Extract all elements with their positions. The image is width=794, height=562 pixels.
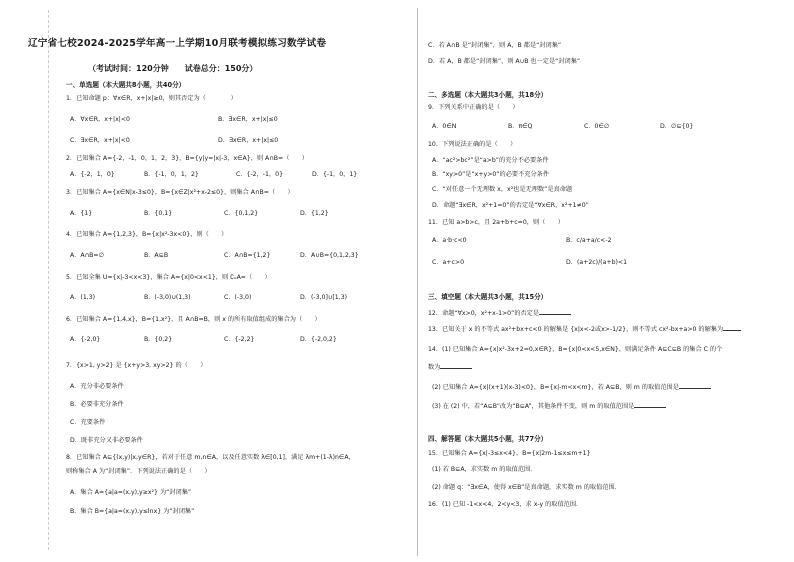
section-3-heading: 三、填空题（本大题共3小题，共15分）: [428, 293, 548, 301]
question-6: 6．已知集合 A={1,4,x}，B={1,x²}，且 A∩B=B，则 x 的所有取值组成的集合为（ ）: [66, 316, 321, 323]
question-15: 15．已知集合 A={x|-3≤x<4}，B={x|2m-1≤x≤m+1}: [428, 450, 591, 457]
column-divider: [417, 8, 418, 556]
question-5: 5．已知全集 U={x|-3<x<3}，集合 A={x|0<x<1}，则 ∁ᵤA=（ ）: [66, 274, 271, 281]
q6-option-b: B．{0,2}: [144, 336, 173, 343]
q14-2-text: (2) 已知集合 A={x|(x+1)(x-3)<0}，B={x|-m<x<m}，若 A⊆B，则 m 的取值范围是: [432, 384, 679, 391]
q5-option-d: D．(-3,0]∪[1,3): [300, 294, 348, 301]
question-9: 9．下列关系中正确的是（ ）: [428, 104, 519, 111]
q2-option-c: C．{-2，-1，0}: [236, 171, 284, 178]
q8-option-d: D．若 A，B 都是“封闭集”，则 A∪B 也一定是“封闭集”: [428, 58, 581, 65]
exam-title: 辽宁省七校2024-2025学年高一上学期10月联考模拟练习数学试卷: [28, 38, 327, 49]
question-14-line-3: [432, 382, 711, 392]
question-14-line-1: 14．(1) 已知集合 A={x|x²-3x+2=0,x∈R}，B={x|0<x<5,x∈N}，则满足条件 A⊆C⊆B 的集合 C 的个: [428, 346, 723, 353]
question-2: 2．已知集合 A={-2，-1，0，1，2，3}，B={y|y=|x|-3，x∈A}，则 A∩B=（ ）: [66, 155, 308, 162]
q10-option-d: D．命题“∃x∈R，x²+1=0”的否定是“∀x∈R，x²+1≠0”: [432, 202, 589, 209]
question-11: 11．已知 a>b>c，且 2a+b+c=0，则（ ）: [428, 219, 564, 226]
q3-option-d: D．{1,2}: [300, 210, 329, 217]
question-13: [428, 324, 741, 334]
question-1: 1．已知命题 p：∀x∈R，x+|x|≥0，则其否定为（ ）: [66, 95, 237, 102]
section-4-heading: 四、解答题（本大题共5小题，共77分）: [428, 435, 548, 443]
q5-option-a: A．(1,3): [70, 294, 96, 301]
q10-option-b: B．“xy>0”是“x+y>0”的必要不充分条件: [432, 171, 550, 178]
q1-option-a: A．∀x∈R，x+|x|<0: [70, 116, 130, 123]
question-15-part-2: (2) 命题 q：“∃x∈A，使得 x∈B”是真命题，求实数 m 的取值范围．: [432, 484, 621, 491]
question-16: 16．(1) 已知 -1<x<4，2<y<3，求 x-y 的取值范围．: [428, 501, 583, 508]
question-7: 7．{x>1, y>2} 是 {x+y>3, xy>2} 的（ ）: [66, 362, 207, 369]
q2-option-b: B．{-1，0，1，2}: [144, 171, 199, 178]
q14-2-answer-blank[interactable]: [679, 382, 711, 389]
q12-text: 12．命题“∀x>0，x²+x-1>0”的否定是: [428, 310, 540, 317]
q1-option-c: C．∃x∈R，x+|x|<0: [70, 137, 130, 144]
q14-1-text: 数为: [428, 364, 441, 371]
q3-option-a: A．{1}: [70, 210, 93, 217]
q4-option-b: B．A⊆B: [144, 252, 169, 259]
q4-option-d: D．A∪B={0,1,2,3}: [300, 252, 359, 259]
question-3: 3．已知集合 A={x∈N|x-3≤0}，B={x∈Z|x²+x-2≤0}，则集合 A∩B=（ ）: [66, 189, 294, 196]
q3-option-c: C．{0,1,2}: [224, 210, 259, 217]
q11-option-b: B．c/a+a/c<-2: [566, 237, 612, 244]
question-10: 10．下列说法正确的是（ ）: [428, 141, 517, 148]
question-12: [428, 308, 571, 318]
q9-option-d: D．∅⊆{0}: [660, 123, 694, 130]
q4-option-c: C．A∩B={1,2}: [224, 252, 271, 259]
question-4: 4．已知集合 A={1,2,3}，B={x|x²-3x<0}，则（ ）: [66, 231, 228, 238]
q14-1-answer-blank[interactable]: [440, 362, 472, 369]
question-15-part-1: (1) 若 B⊆A，求实数 m 的取值范围．: [432, 466, 537, 473]
q2-option-d: D．{-1，0，1}: [312, 171, 358, 178]
q1-option-b: B．∃x∈R，x+|x|≤0: [218, 116, 278, 123]
q3-option-b: B．{0,1}: [144, 210, 173, 217]
q5-option-b: B．(-3,0)∪(1,3): [144, 294, 191, 301]
q8-option-c: C．若 A∩B 是“封闭集”，则 A，B 都是“封闭集”: [428, 42, 562, 49]
q7-option-c: C．充要条件: [70, 419, 106, 426]
q11-option-d: D．(a+2c)/(a+b)<1: [566, 259, 628, 266]
q1-option-d: D．∃x∈R，x+|x|≤0: [218, 137, 279, 144]
q11-option-a: A．a·b·c<0: [432, 237, 467, 244]
q4-option-a: A．A∩B=∅: [70, 252, 105, 259]
q9-option-c: C．0∈∅: [584, 123, 610, 130]
exam-subtitle: （考试时间：120分钟 试卷总分：150分）: [88, 64, 258, 73]
q13-answer-blank[interactable]: [723, 324, 741, 331]
question-14-line-4: [432, 401, 666, 411]
q12-answer-blank[interactable]: [539, 308, 571, 315]
question-14-line-2: [428, 362, 472, 372]
section-1-heading: 一、单选题（本大题共8小题，共40分）: [66, 81, 186, 89]
q7-option-a: A．充分非必要条件: [70, 383, 124, 390]
q11-option-c: C．a+c>0: [432, 259, 465, 266]
q8-option-a: A．集合 A={a|a=(x,y),y≥x²} 为“封闭集”: [70, 489, 192, 496]
q9-option-b: B．π∈Q: [508, 123, 533, 130]
q13-text: 13．已知关于 x 的不等式 ax²+bx+c<0 的解集是 {x|x<-2或x>-1/2}，则不等式 cx²-bx+a>0 的解集为: [428, 326, 724, 333]
q9-option-a: A．0∈N: [432, 123, 457, 130]
binding-margin: [8, 10, 49, 550]
q5-option-c: C．(-3,0): [224, 294, 252, 301]
q2-option-a: A．{-2，1，0}: [70, 171, 115, 178]
q6-option-d: D．{-2,0,2}: [300, 336, 337, 343]
question-8-line-1: 8．已知集合 A⊆{(x,y)|x,y∈R}，若对于任意 m,n∈A，以及任意实数 λ∈[0,1]，满足 λm+(1-λ)n∈A，: [66, 454, 355, 461]
q6-option-a: A．{-2,0}: [70, 336, 101, 343]
q10-option-c: C．“对任意一个无理数 x，x²也是无理数”是真命题: [432, 186, 573, 193]
q6-option-c: C．{-2,2}: [224, 336, 255, 343]
q7-option-d: D．既非充分又非必要条件: [70, 437, 143, 444]
q10-option-a: A．“ac²>bc²”是“a>b”的充分不必要条件: [432, 157, 549, 164]
q14-3-text: (3) 在 (2) 中，若“A⊆B”改为“B⊆A”，其他条件不变，则 m 的取值范围是: [432, 403, 635, 410]
section-2-heading: 二、多选题（本大题共3小题，共18分）: [428, 91, 548, 99]
q7-option-b: B．必要非充分条件: [70, 401, 124, 408]
q8-option-b: B．集合 B={a|a=(x,y),y≤lnx} 为“封闭集”: [70, 508, 195, 515]
question-8-line-2: 则称集合 A 为“封闭集”．下列说法正确的是（ ）: [66, 468, 211, 475]
q14-3-answer-blank[interactable]: [634, 401, 666, 408]
